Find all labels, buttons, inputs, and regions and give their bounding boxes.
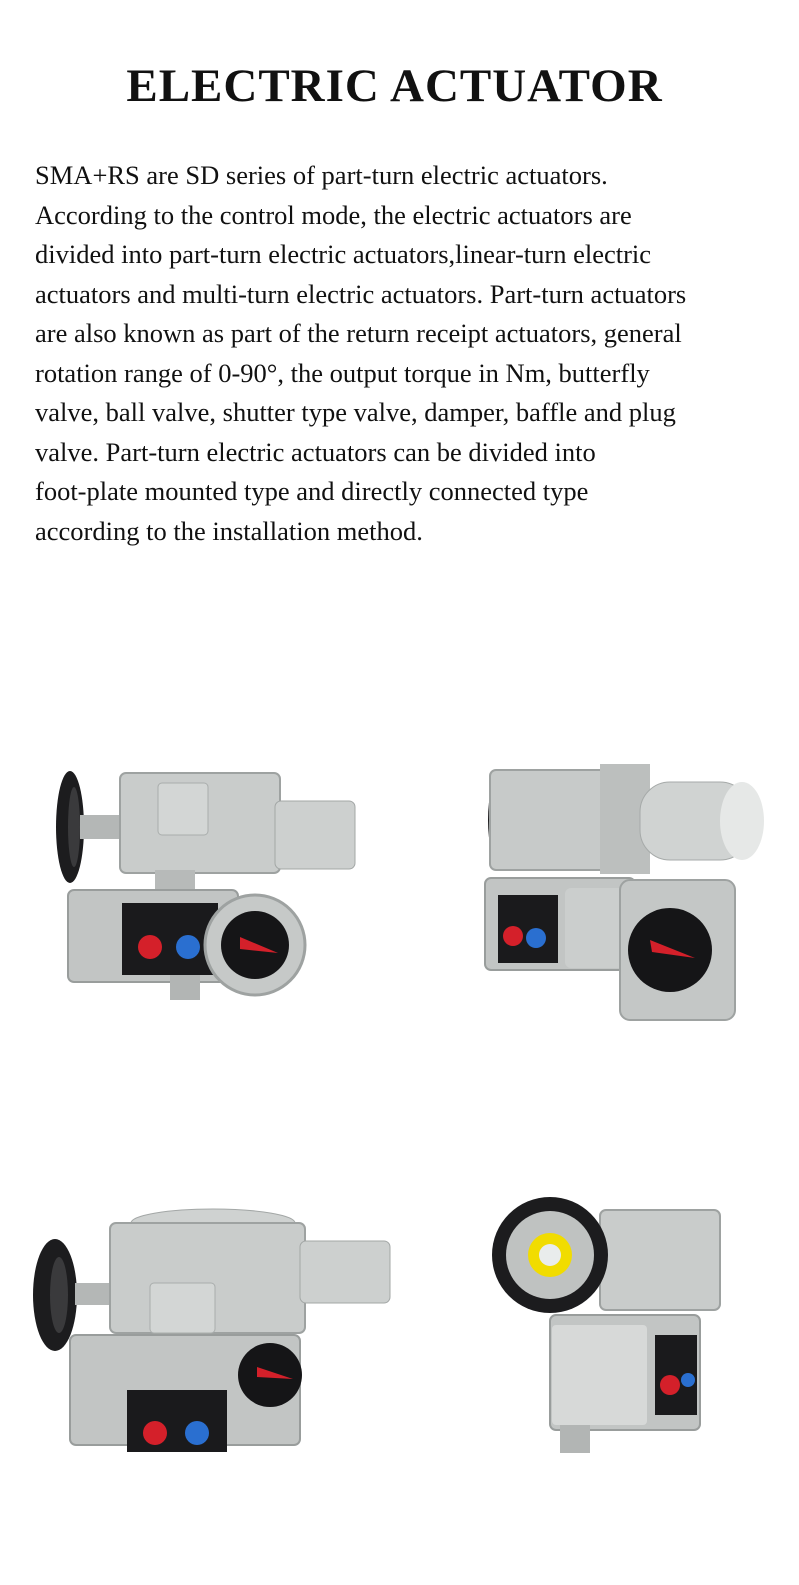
electric-actuator-photo-angled-icon (480, 760, 770, 1025)
actuator-photo-large (25, 1205, 395, 1475)
electric-actuator-photo-handwheel-icon (490, 1185, 725, 1460)
electric-actuator-photo-front-icon (50, 765, 370, 1015)
actuator-photo-front (50, 765, 370, 1015)
actuator-photo-angled (480, 760, 770, 1025)
product-description: SMA+RS are SD series of part-turn electric actuators. According to the control mode, the electric actuators are divided into part-turn electric actuators,linear-turn electric actuators and multi-turn electric actuators. Part-turn actuators are also known as part of the return receipt actuators, general rotation range of 0-90°, the output torque in Nm, butterfly valve, ball valve, shutter type valve, damper, baffle and plug valve. Part-turn electric actuators can be divided into foot-plate mounted type and directly connected type according to the installation method. (35, 160, 687, 546)
electric-actuator-photo-large-icon (25, 1205, 395, 1475)
actuator-photo-handwheel (490, 1185, 725, 1460)
page-title: ELECTRIC ACTUATOR (126, 60, 663, 112)
